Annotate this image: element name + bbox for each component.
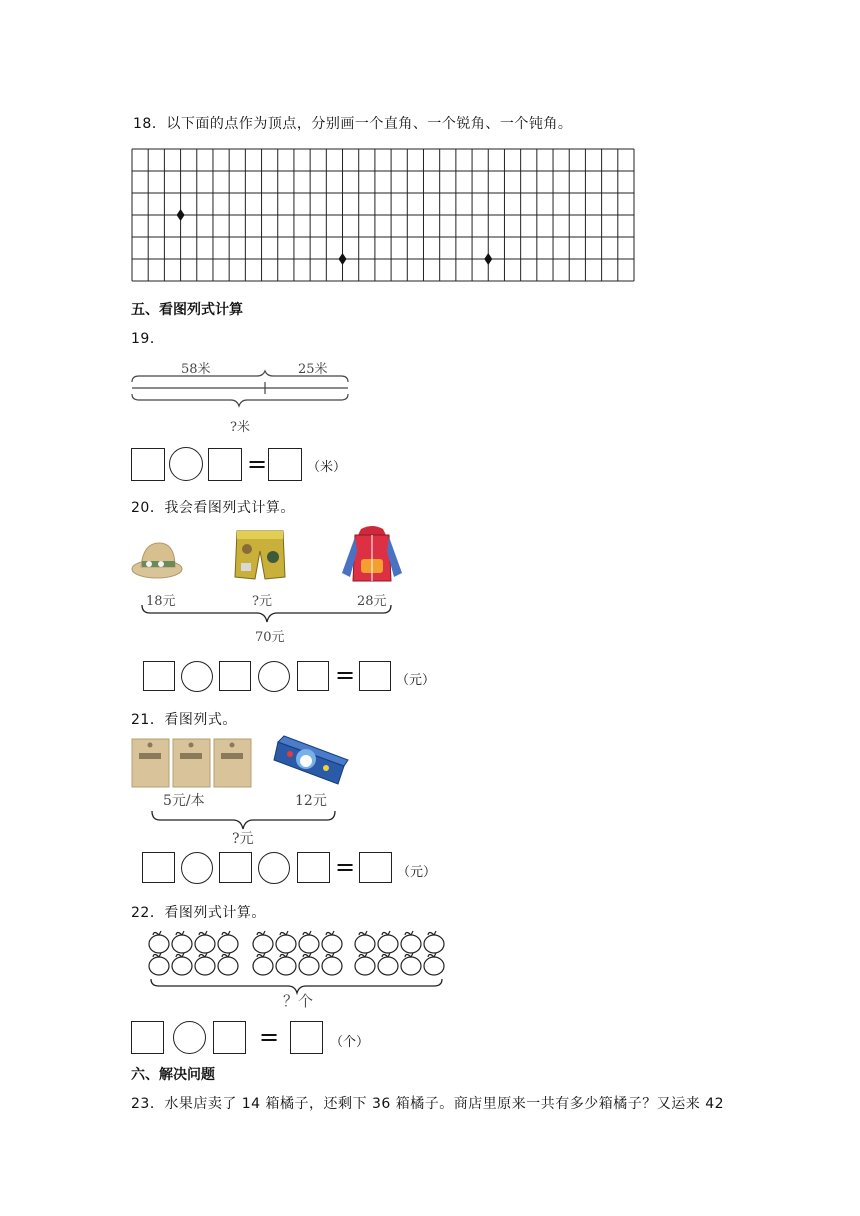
operator-circle[interactable] [173,1021,206,1054]
answer-box-2[interactable] [208,448,242,481]
answer-box-1[interactable] [143,661,175,691]
apple-icon [218,931,238,953]
equals-sign: = [247,450,268,478]
unit-label: （米） [307,460,347,475]
answer-box-3[interactable] [297,852,330,883]
equals-sign: = [335,853,356,881]
total-count-label: ？个 [283,992,314,1010]
total-price-label: 70元 [255,630,285,645]
question-18-text: 18．以下面的点作为顶点，分别画一个直角、一个锐角、一个钝角。 [133,116,573,132]
apple-icon [172,953,192,975]
pencil-case-image [272,732,354,788]
equals-sign: = [259,1023,280,1051]
apple-icon [378,931,398,953]
apple-icon [218,953,238,975]
section-5-title: 五、看图列式计算 [131,302,243,318]
answer-box-2[interactable] [219,852,252,883]
apple-icon [149,931,169,953]
segment-brace-diagram [131,370,351,415]
question-22-text: 22．看图列式计算。 [131,905,266,921]
answer-box-result[interactable] [290,1021,323,1054]
answer-box-2[interactable] [213,1021,246,1054]
apple-icon [355,953,375,975]
apple-icon [378,953,398,975]
question-23-text: 23．水果店卖了 14 箱橘子，还剩下 36 箱橘子。商店里原来一共有多少箱橘子？又运来 42 [131,1096,725,1112]
answer-box-3[interactable] [297,661,329,691]
segment-2-label: 25米 [298,362,328,377]
apple-icon [276,953,296,975]
apple-icon [424,931,444,953]
price-coat-label: 28元 [357,594,387,609]
question-21-text: 21．看图列式。 [131,712,237,728]
unit-label: （元） [397,865,437,880]
apple-icon [401,953,421,975]
price-per-book-label: 5元/本 [163,793,205,809]
jacket-image [339,525,405,587]
total-length-label: ?米 [230,420,250,435]
apple-icon [195,953,215,975]
vertex-point[interactable] [484,253,492,265]
price-shorts-label: ?元 [252,594,272,609]
apple-icon [299,931,319,953]
operator-circle-1[interactable] [181,852,213,884]
answer-box-result[interactable] [268,448,302,481]
apple-icon [424,953,444,975]
answer-box-1[interactable] [131,448,165,481]
apple-icon [322,953,342,975]
apple-icon [195,931,215,953]
exercise-books-image [131,737,253,789]
answer-box-2[interactable] [219,661,251,691]
apple-icon [276,931,296,953]
price-pencil-case-label: 12元 [295,793,327,809]
unit-label: （元） [396,673,436,688]
total-cost-label: ?元 [232,831,254,847]
vertex-point[interactable] [339,253,347,265]
operator-circle-2[interactable] [258,852,290,884]
operator-circle-1[interactable] [181,661,213,692]
price-hat-label: 18元 [146,594,176,609]
dot-grid [131,148,635,282]
apple-icon [401,931,421,953]
operator-circle[interactable] [169,447,203,481]
segment-1-label: 58米 [181,362,211,377]
unit-label: （个） [330,1035,370,1050]
apple-icon [253,931,273,953]
question-20-text: 20．我会看图列式计算。 [131,500,295,516]
apple-icon [172,931,192,953]
question-19-number: 19． [131,331,165,347]
apple-icon [253,953,273,975]
apple-groups [148,930,448,980]
answer-box-result[interactable] [359,852,392,883]
shorts-image [233,527,287,583]
answer-box-1[interactable] [131,1021,164,1054]
equals-sign: = [335,661,356,689]
hat-image [131,533,185,581]
apple-icon [149,953,169,975]
apple-icon [355,931,375,953]
answer-box-result[interactable] [359,661,391,691]
section-6-title: 六、解决问题 [131,1067,215,1083]
total-brace [141,604,393,628]
apple-icon [322,931,342,953]
answer-box-1[interactable] [142,852,175,883]
apple-icon [299,953,319,975]
operator-circle-2[interactable] [258,661,290,692]
vertex-point[interactable] [177,209,185,221]
